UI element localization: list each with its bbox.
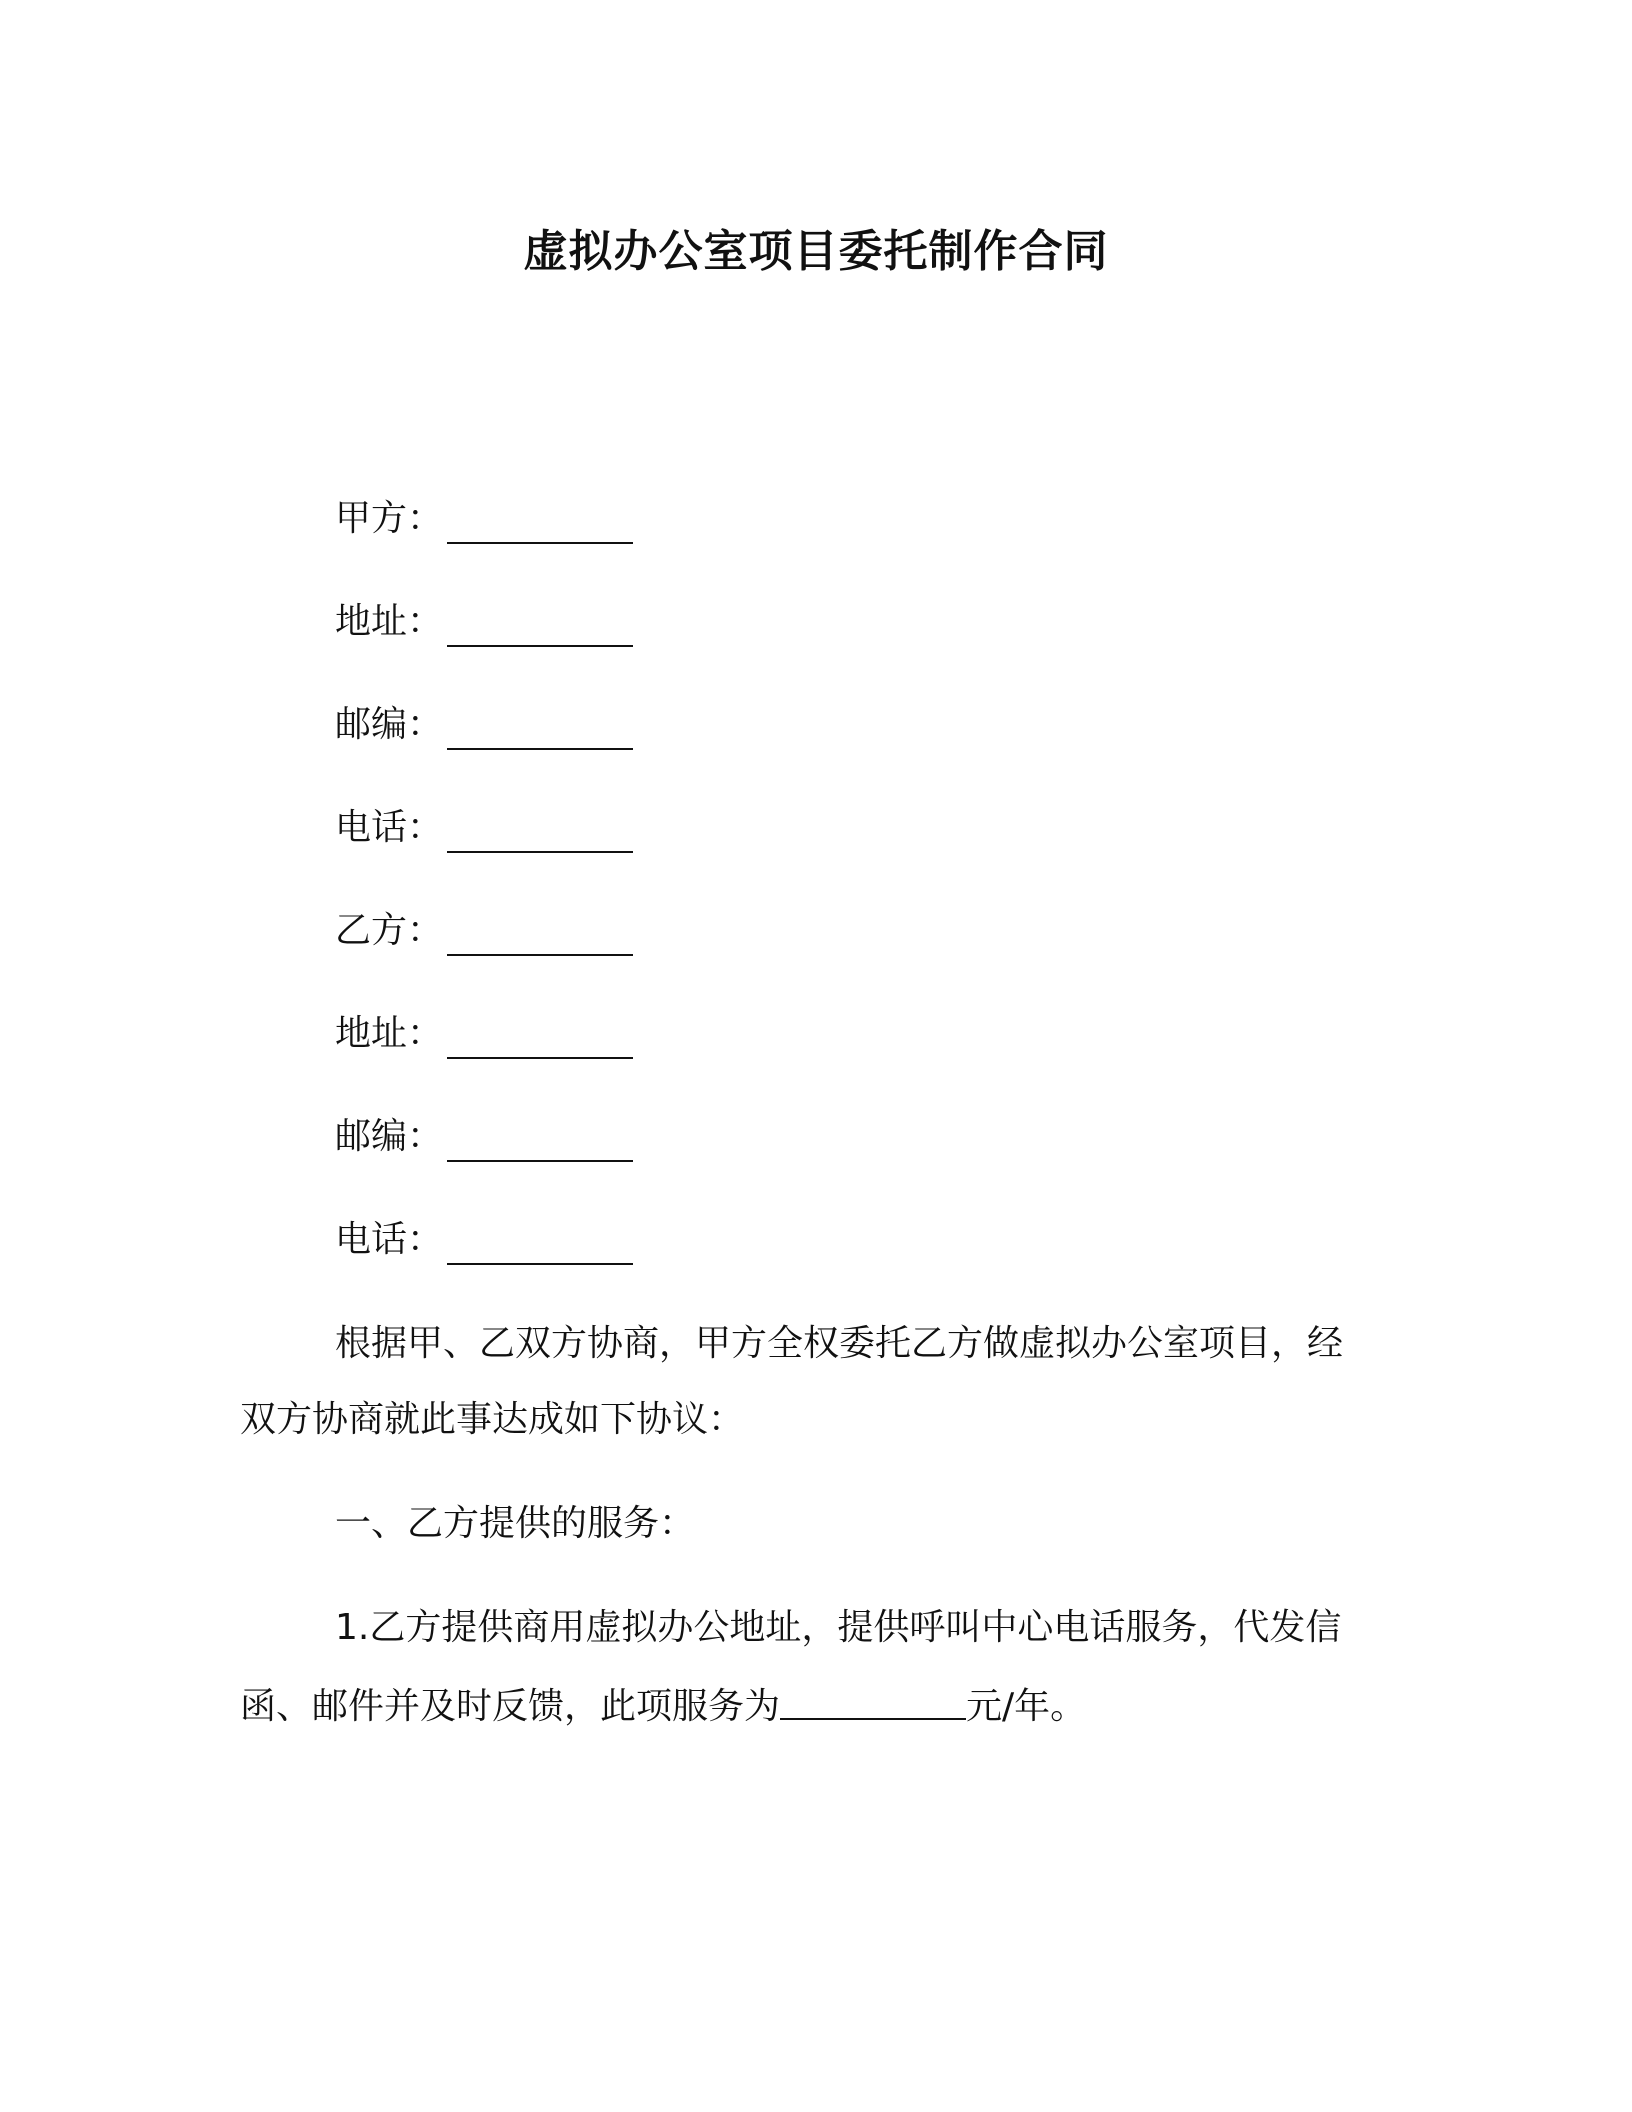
field-label: 地址： [335,1013,444,1054]
fill-blank [447,1124,633,1162]
field-label: 邮编： [335,1116,444,1157]
field-label: 邮编： [335,704,444,745]
item-1-text-before: 函、邮件并及时反馈，此项服务为 [240,1686,781,1727]
party-a-phone-field [335,803,633,853]
fill-blank [447,712,633,750]
fill-blank [447,506,633,544]
item-1-text-after: 元/年。 [966,1686,1087,1727]
field-label: 电话： [335,1219,444,1260]
fill-blank [447,1227,633,1265]
party-b-postcode-field [335,1112,633,1162]
field-label: 电话： [335,807,444,848]
intro-paragraph-line-1: 根据甲、乙双方协商，甲方全权委托乙方做虚拟办公室项目，经 [335,1323,1344,1364]
item-1-line-2 [240,1682,1086,1729]
fee-blank [780,1682,966,1720]
section-1-heading: 一、乙方提供的服务： [335,1503,696,1544]
fill-blank [447,815,633,853]
party-b-phone-field [335,1215,633,1265]
fill-blank [447,609,633,647]
intro-paragraph-line-2: 双方协商就此事达成如下协议： [240,1399,745,1440]
fill-blank [447,1021,633,1059]
item-1-line-1: 1.乙方提供商用虚拟办公地址，提供呼叫中心电话服务，代发信 [335,1607,1342,1648]
fill-blank [447,918,633,956]
party-b-field [335,906,633,956]
party-a-address-field [335,597,633,647]
party-b-address-field [335,1009,633,1059]
party-a-postcode-field [335,700,633,750]
field-label: 乙方： [335,910,444,951]
field-label: 甲方： [335,498,444,539]
field-label: 地址： [335,601,444,642]
party-a-field [335,494,633,544]
contract-title: 虚拟办公室项目委托制作合同 [523,226,1109,277]
